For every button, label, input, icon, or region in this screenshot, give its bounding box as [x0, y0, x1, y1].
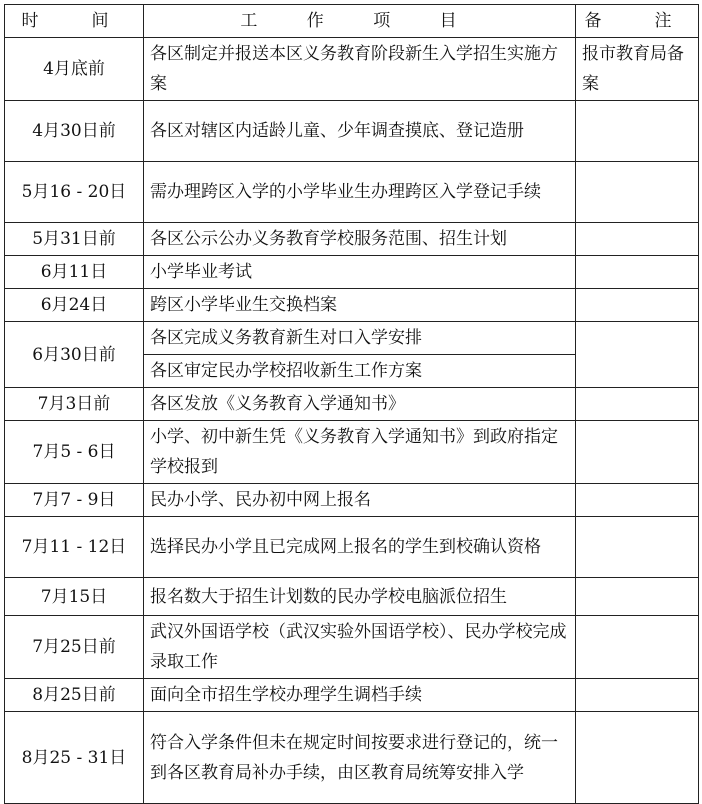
date-cell: 4月底前 — [5, 38, 144, 101]
task-cell: 选择民办小学且已完成网上报名的学生到校确认资格 — [144, 517, 576, 578]
task-cell: 各区发放《义务教育入学通知书》 — [144, 388, 576, 421]
note-cell — [576, 484, 699, 517]
table-row — [5, 421, 699, 484]
note-cell — [576, 517, 699, 578]
table-row — [5, 517, 699, 578]
table-row — [5, 322, 699, 355]
table-row — [5, 616, 699, 679]
date-cell: 7月3日前 — [5, 388, 144, 421]
task-cell: 各区审定民办学校招收新生工作方案 — [144, 355, 576, 388]
note-cell — [576, 223, 699, 256]
task-cell: 各区对辖区内适龄儿童、少年调查摸底、登记造册 — [144, 101, 576, 162]
note-cell — [576, 712, 699, 804]
table-row — [5, 388, 699, 421]
date-cell: 8月25日前 — [5, 679, 144, 712]
date-cell: 6月30日前 — [5, 322, 144, 388]
task-cell: 跨区小学毕业生交换档案 — [144, 289, 576, 322]
task-cell: 各区完成义务教育新生对口入学安排 — [144, 322, 576, 355]
task-cell: 报名数大于招生计划数的民办学校电脑派位招生 — [144, 578, 576, 616]
note-cell — [576, 162, 699, 223]
date-cell: 7月11 - 12日 — [5, 517, 144, 578]
note-cell — [576, 578, 699, 616]
date-cell: 5月16 - 20日 — [5, 162, 144, 223]
note-cell — [576, 679, 699, 712]
table-row — [5, 289, 699, 322]
task-cell: 小学毕业考试 — [144, 256, 576, 289]
table-row — [5, 162, 699, 223]
table-row — [5, 679, 699, 712]
note-cell — [576, 322, 699, 388]
date-cell: 7月15日 — [5, 578, 144, 616]
note-cell — [576, 388, 699, 421]
task-cell: 面向全市招生学校办理学生调档手续 — [144, 679, 576, 712]
header-time: 时 间 — [5, 5, 144, 38]
task-cell: 各区制定并报送本区义务教育阶段新生入学招生实施方案 — [144, 38, 576, 101]
table-row — [5, 38, 699, 101]
note-cell — [576, 256, 699, 289]
date-cell: 7月25日前 — [5, 616, 144, 679]
note-cell — [576, 101, 699, 162]
header-row — [5, 5, 699, 38]
task-cell: 武汉外国语学校（武汉实验外国语学校）、民办学校完成录取工作 — [144, 616, 576, 679]
table-row — [5, 223, 699, 256]
table-row — [5, 256, 699, 289]
header-note: 备 注 — [576, 5, 699, 38]
note-cell — [576, 421, 699, 484]
task-cell: 各区公示公办义务教育学校服务范围、招生计划 — [144, 223, 576, 256]
task-cell: 民办小学、民办初中网上报名 — [144, 484, 576, 517]
table-row — [5, 578, 699, 616]
note-cell: 报市教育局备案 — [576, 38, 699, 101]
header-task: 工 作 项 目 — [144, 5, 576, 38]
task-cell: 需办理跨区入学的小学毕业生办理跨区入学登记手续 — [144, 162, 576, 223]
date-cell: 5月31日前 — [5, 223, 144, 256]
date-cell: 6月24日 — [5, 289, 144, 322]
enrollment-schedule-table — [4, 4, 699, 804]
table-row — [5, 712, 699, 804]
table-row — [5, 101, 699, 162]
date-cell: 6月11日 — [5, 256, 144, 289]
date-cell: 7月7 - 9日 — [5, 484, 144, 517]
table-row — [5, 484, 699, 517]
date-cell: 4月30日前 — [5, 101, 144, 162]
note-cell — [576, 289, 699, 322]
date-cell: 8月25 - 31日 — [5, 712, 144, 804]
date-cell: 7月5 - 6日 — [5, 421, 144, 484]
note-cell — [576, 616, 699, 679]
task-cell: 小学、初中新生凭《义务教育入学通知书》到政府指定学校报到 — [144, 421, 576, 484]
task-cell: 符合入学条件但未在规定时间按要求进行登记的，统一到各区教育局补办手续，由区教育局统筹安排入学 — [144, 712, 576, 804]
